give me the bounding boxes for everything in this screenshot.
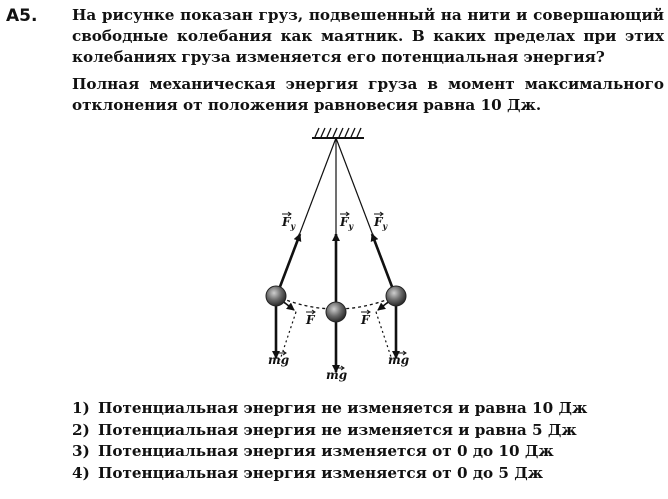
gravity-label-left: mg bbox=[268, 353, 290, 367]
gravity-label-center: mg bbox=[326, 368, 348, 382]
answer-option-4[interactable] bbox=[72, 463, 632, 485]
answer-text: Потенциальная энергия не изменяется и равна 10 Дж bbox=[98, 399, 588, 417]
answer-text: Потенциальная энергия изменяется от 0 до 5 Дж bbox=[98, 463, 544, 482]
answer-number: 3) bbox=[72, 442, 90, 460]
tension-arrow-left bbox=[278, 234, 300, 292]
answer-option-2[interactable] bbox=[72, 420, 632, 442]
answer-text: Потенциальная энергия изменяется от 0 до 10 Дж bbox=[98, 442, 554, 460]
answer-option-1[interactable] bbox=[72, 398, 632, 420]
tension-arrows bbox=[278, 234, 394, 302]
ball-center bbox=[326, 302, 346, 322]
tension-label-left: $F_y$ bbox=[282, 215, 296, 231]
question-body bbox=[72, 5, 664, 116]
ball-left bbox=[266, 286, 286, 306]
answer-option-3[interactable] bbox=[72, 441, 632, 463]
answer-text: Потенциальная энергия не изменяется и равна 5 Дж bbox=[98, 420, 577, 439]
pendulum-figure bbox=[220, 124, 460, 392]
answer-number: 4) bbox=[72, 463, 90, 482]
question-number: А5. bbox=[6, 6, 38, 26]
ball-right bbox=[386, 286, 406, 306]
question-text: На рисунке показан груз, подвешенный на нити и совершающий свободные колебания как маятник. В каких пределах при этих колебаниях груза изменяется его потенциальная энергия? bbox=[72, 6, 664, 66]
answer-options bbox=[72, 398, 632, 484]
tension-arrow-right bbox=[372, 234, 394, 292]
question-condition: Полная механическая энергия груза в момент максимального отклонения от положения равновесия равна 10 Дж. bbox=[72, 75, 664, 114]
tension-labels bbox=[281, 212, 389, 231]
answer-number: 2) bbox=[72, 420, 90, 439]
gravity-labels bbox=[268, 351, 409, 382]
tension-label-center: $F_y$ bbox=[340, 215, 354, 231]
ceiling-support bbox=[312, 128, 364, 138]
restoring-label-right: F bbox=[361, 313, 370, 327]
pendulum-diagram bbox=[220, 124, 460, 392]
gravity-label-right: mg bbox=[388, 353, 410, 367]
restoring-label-left: F bbox=[306, 313, 315, 327]
answer-number: 1) bbox=[72, 399, 90, 417]
tension-label-right: $F_y$ bbox=[374, 215, 388, 231]
